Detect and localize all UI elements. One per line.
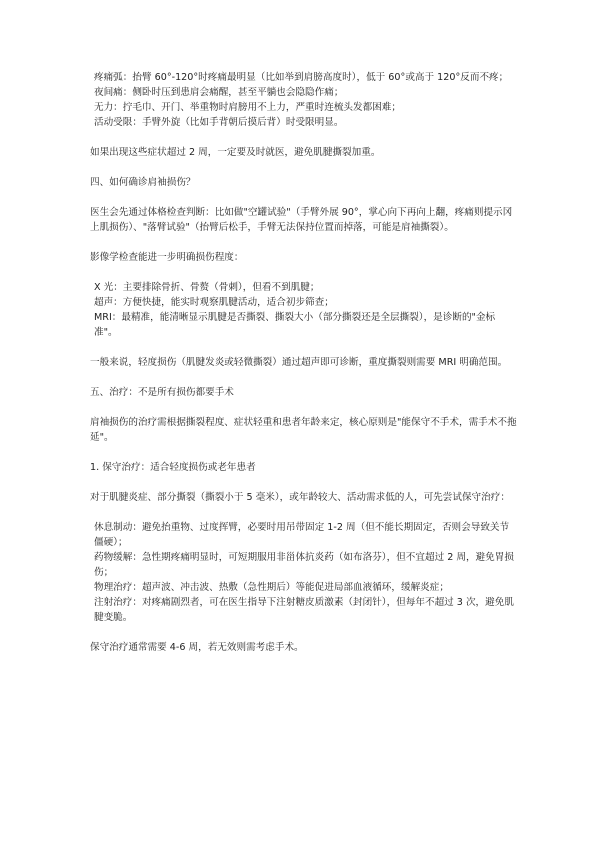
section-4-heading: 四、如何确诊肩袖损伤？ (90, 177, 196, 188)
imaging-item: X 光：主要排除骨折、骨赘（骨刺），但看不到肌腱； (94, 282, 320, 293)
warning-paragraph: 如果出现这些症状超过 2 周，一定要及时就医，避免肌腱撕裂加重。 (90, 147, 381, 158)
section-5-heading: 五、治疗：不是所有损伤都要手术 (90, 387, 234, 398)
subsection-1-heading: 1. 保守治疗：适合轻度损伤或老年患者 (90, 462, 256, 473)
symptom-list (90, 70, 518, 130)
imaging-item: MRI：最精准，能清晰显示肌腱是否撕裂、撕裂大小（部分撕裂还是全层撕裂），是诊断的"金标准"。 (94, 312, 496, 338)
treatment-list (90, 520, 518, 625)
treatment-item: 药物缓解：急性期疼痛明显时，可短期服用非甾体抗炎药（如布洛芬），但不宜超过 2 周，避免胃损伤； (94, 552, 514, 578)
imaging-list (90, 280, 518, 340)
symptom-item: 夜间痛：侧卧时压到患肩会痛醒，甚至平躺也会隐隐作痛； (94, 87, 344, 98)
treatment-principle: 肩袖损伤的治疗需根据撕裂程度、症状轻重和患者年龄来定，核心原则是"能保守不手术，需手术不拖延"。 (90, 417, 517, 443)
treatment-item: 注射治疗：对疼痛剧烈者，可在医生指导下注射糖皮质激素（封闭针），但每年不超过 3 次，避免肌腱变脆。 (94, 597, 514, 623)
conservative-intro: 对于肌腱炎症、部分撕裂（撕裂小于 5 毫米），或年龄较大、活动需求低的人，可先尝试保守治疗： (90, 492, 510, 503)
symptom-item: 无力：拧毛巾、开门、举重物时肩膀用不上力，严重时连梳头发都困难； (94, 102, 401, 113)
imaging-intro: 影像学检查能进一步明确损伤程度： (90, 252, 244, 263)
treatment-item: 物理治疗：超声波、冲击波、热敷（急性期后）等能促进局部血液循环，缓解炎症； (94, 582, 449, 593)
symptom-item: 疼痛弧：抬臂 60°-120°时疼痛最明显（比如举到肩膀高度时），低于 60°或高于 120°反而不疼； (94, 72, 509, 83)
document-page (90, 70, 518, 655)
diagnosis-summary: 一般来说，轻度损伤（肌腱发炎或轻微撕裂）通过超声即可诊断，重度撕裂则需要 MRI 明确范围。 (90, 357, 508, 368)
conservative-duration: 保守治疗通常需要 4-6 周，若无效则需考虑手术。 (90, 642, 304, 653)
imaging-item: 超声：方便快捷，能实时观察肌腱活动，适合初步筛查； (94, 297, 334, 308)
physical-exam-paragraph: 医生会先通过体格检查判断：比如做"空罐试验"（手臂外展 90°，掌心向下再向上翻，疼痛则提示冈上肌损伤）、"落臂试验"（抬臂后松手，手臂无法保持位置而掉落，可能是肩袖撕裂）。 (90, 207, 513, 233)
treatment-item: 休息制动：避免抬重物、过度挥臂，必要时用吊带固定 1-2 周（但不能长期固定，否则会导致关节僵硬）； (94, 522, 510, 548)
symptom-item: 活动受限：手臂外旋（比如手背朝后摸后背）时受限明显。 (94, 117, 344, 128)
